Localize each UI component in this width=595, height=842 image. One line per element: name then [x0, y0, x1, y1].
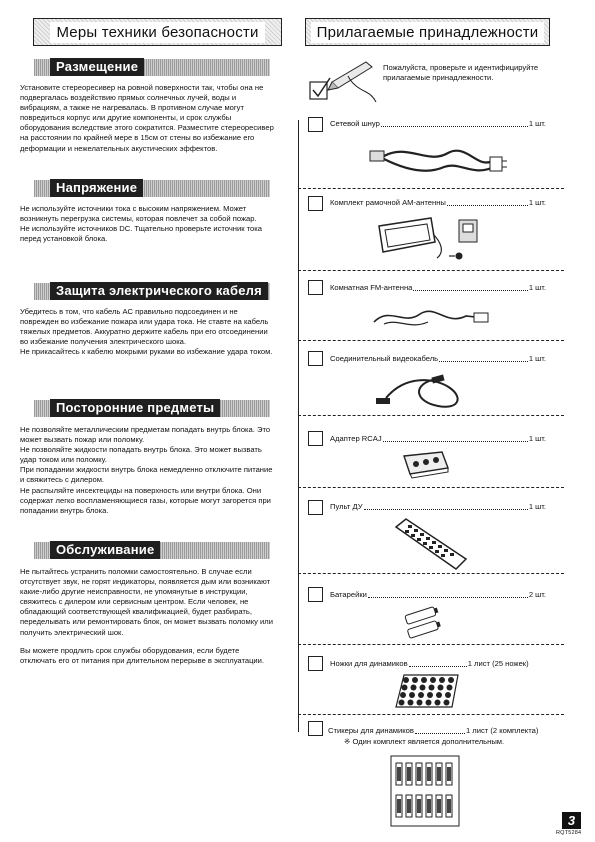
fm-antenna-icon — [370, 296, 490, 339]
checkbox-remote[interactable] — [308, 500, 323, 515]
power-cord-icon — [368, 135, 508, 188]
item-video-cable: Соединительный видеокабель 1 шт. — [330, 354, 546, 363]
checkbox-speaker-feet[interactable] — [308, 656, 323, 671]
safety-header — [33, 18, 282, 46]
accessories-intro: Пожалуйста, проверьте и идентифицируйте прилагаемые принадлежности. — [383, 63, 539, 83]
section-text-service: Не пытайтесь устранить поломки самостоятельно. В случае если отсутствует звук, не горят индикаторы, появляется дым или возникают какие-либо другие неисправности, не упомянутые в инструкции, свяжитесь с дилером или сервисным центром. Если человек, не обладающий соответствующей квалификацией, будет разбирать, переделывать или ремонтировать блок, он может вызвать поломку или получить электрический шок. Вы можете продлить срок службы оборудования, если будете отключать его от питания при длительном перерыве в эксплуатации. — [20, 567, 273, 665]
checkbox-batteries[interactable] — [308, 587, 323, 602]
section-text-voltage: Не используйте источники тока с высоким напряжением. Может возникнуть перегрузка системы, которая повлечет за собой пожар. Не используйте источников DC. Тщательно проверьте источник тока перед установкой блока. — [20, 204, 262, 244]
stickers-note: ※ Один комплект является дополнительным. — [344, 737, 505, 746]
accessories-header — [305, 18, 550, 46]
item-rca-adapter: Адаптер RCAJ 1 шт. — [330, 434, 546, 443]
item-divider — [298, 714, 564, 715]
item-speaker-stickers: Стикеры для динамиков 1 лист (2 комплекта) — [328, 726, 539, 735]
batteries-icon — [400, 606, 450, 645]
checkbox-am-antenna[interactable] — [308, 196, 323, 211]
section-title-cable: Защита электрического кабеля — [34, 283, 270, 300]
checkbox-fm-antenna[interactable] — [308, 280, 323, 295]
checkbox-video-cable[interactable] — [308, 351, 323, 366]
section-title-service: Обслуживание — [34, 542, 270, 559]
section-title-placement: Размещение — [34, 59, 270, 76]
accessories-title: Прилагаемые принадлежности — [311, 22, 545, 43]
item-divider — [298, 340, 564, 341]
item-am-antenna: Комплект рамочной АМ-антенны 1 шт. — [330, 198, 546, 207]
section-title-foreign-objects: Посторонние предметы — [34, 400, 270, 417]
rca-adapter-icon — [398, 448, 454, 485]
column-divider — [298, 120, 299, 732]
section-text-foreign-objects: Не позволяйте металлическим предметам попадать внутрь блока. Это может вызвать пожар или поломку. Не позволяйте жидкости попадать внутрь блока. Это может вызвать удар током или поломку. При попадании жидкости внутрь блока немедленно отключите питание и свяжитесь с дилером. Не распыляйте инсектециды на поверхность или внутри блока. Они содержат легко воспламеняющиеся газы, которые могут загорется при попадании внутрь блока. — [20, 425, 273, 515]
item-divider — [298, 188, 564, 189]
document-code: RQT5284 — [556, 830, 582, 836]
item-batteries: Батарейки 2 шт. — [330, 590, 546, 599]
checkbox-speaker-stickers[interactable] — [308, 721, 323, 736]
item-power-cord: Сетевой шнур 1 шт. — [330, 119, 546, 128]
speaker-stickers-icon — [390, 755, 460, 832]
checkbox-power-cord[interactable] — [308, 117, 323, 132]
item-speaker-feet: Ножки для динамиков 1 лист (25 ножек) — [330, 659, 529, 668]
video-cable-icon — [372, 368, 482, 417]
item-fm-antenna: Комнатная FM-антенна 1 шт. — [330, 283, 546, 292]
speaker-feet-icon — [394, 673, 464, 714]
section-text-placement: Установите стереоресивер на ровной поверхности так, чтобы она не подвергалась воздействию прямых солнечных лучей, воды и вибрациям, а также не нагревалась. В противном случае могут повредиться корпус или другие компоненты, и срок службы оборудования вследствие этого сократится. Разместите стереоресивер на расстоянии по крайней мере в 15см от стены во избежание его деформации и нежелательных акустических эффектов. — [20, 83, 274, 153]
section-title-voltage: Напряжение — [34, 180, 270, 197]
safety-title: Меры техники безопасности — [50, 22, 264, 43]
section-text-cable: Убедитесь в том, что кабель AC правильно подсоединен и не поврежден во избежание пожара или удара тока. Не ставте на кабель тяжелых предметов. Аккуратно держите кабель при его отсоединении во избежание получения электрического шока. Не прикасайтесь к кабелю мокрыми руками во избежание удара током. — [20, 307, 273, 357]
item-remote: Пульт ДУ 1 шт. — [330, 502, 546, 511]
remote-control-icon — [392, 515, 468, 576]
item-divider — [298, 487, 564, 488]
checkbox-rca-adapter[interactable] — [308, 431, 323, 446]
item-divider — [298, 270, 564, 271]
page-number: 3 — [562, 812, 581, 829]
pen-checkmark-icon — [308, 58, 378, 104]
am-loop-antenna-icon — [375, 212, 485, 269]
